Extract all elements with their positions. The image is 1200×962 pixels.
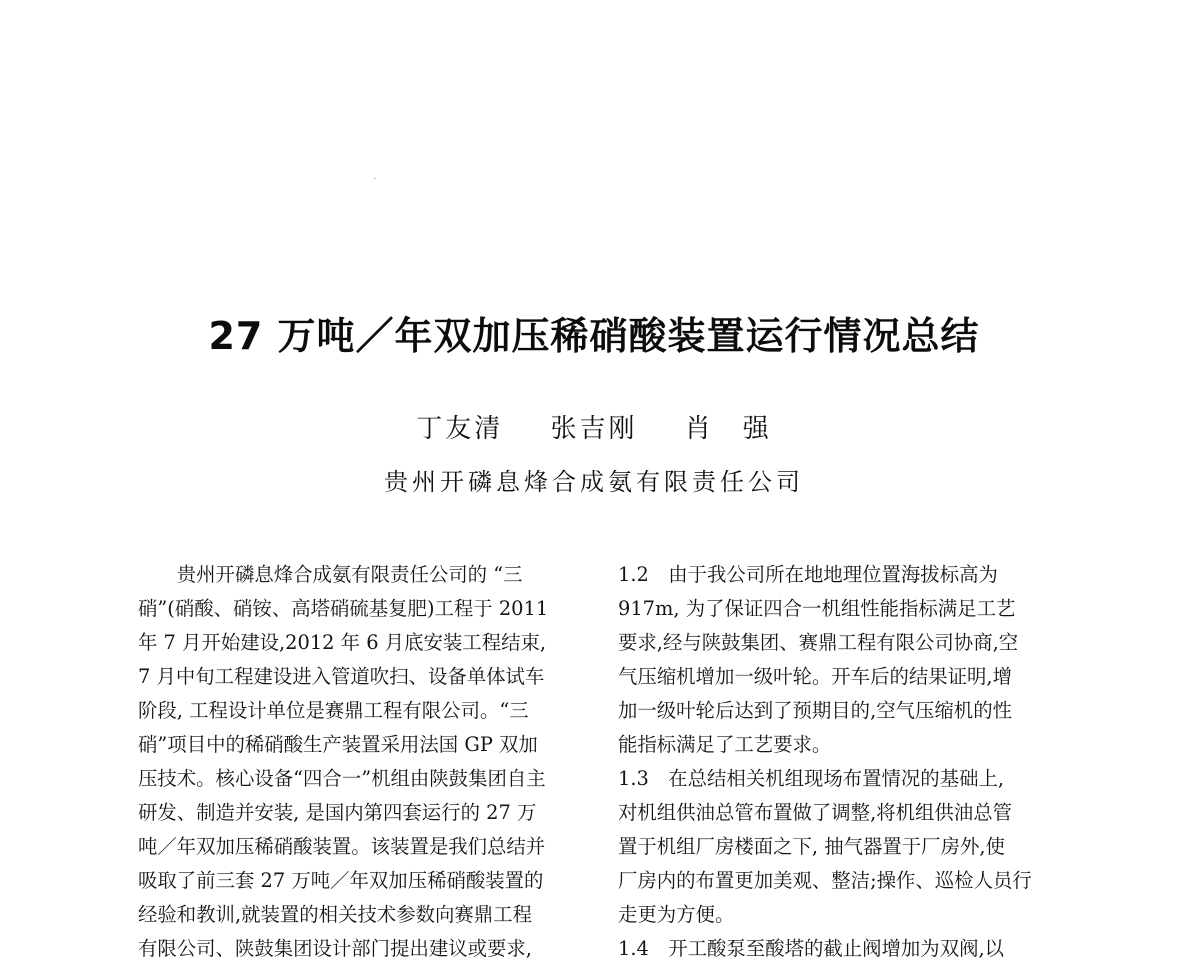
author-list	[0, 408, 1188, 445]
text-line: 对机组供油总管布置做了调整,将机组供油总管	[618, 801, 1012, 824]
author-affiliation: 贵州开磷息烽合成氨有限责任公司	[384, 468, 804, 496]
text-line: 研发、制造并安装, 是国内第四套运行的 27 万	[138, 801, 537, 824]
text-line: 阶段, 工程设计单位是赛鼎工程有限公司。“三	[138, 699, 529, 722]
text-line: 917m, 为了保证四合一机组性能指标满足工艺	[618, 597, 1016, 620]
scan-speck	[374, 178, 376, 179]
author-name: 张吉刚	[550, 414, 638, 444]
text-line: 压技术。核心设备“四合一”机组由陕鼓集团自主	[138, 767, 546, 790]
text-line: 走更为方便。	[618, 903, 735, 926]
text-line: 7 月中旬工程建设进入管道吹扫、设备单体试车	[138, 665, 545, 688]
paper-title: 27 万吨／年双加压稀硝酸装置运行情况总结	[208, 314, 980, 358]
text-line: 要求,经与陕鼓集团、赛鼎工程有限公司协商,空	[618, 631, 1019, 654]
author-name: 丁友清	[416, 414, 504, 444]
text-line: 贵州开磷息烽合成氨有限责任公司的 “三	[138, 563, 523, 586]
text-line: 1.3 在总结相关机组现场布置情况的基础上,	[618, 767, 1005, 790]
text-line: 厂房内的布置更加美观、整洁;操作、巡检人员行	[618, 869, 1032, 892]
text-line: 置于机组厂房楼面之下, 抽气器置于厂房外,使	[618, 835, 1005, 858]
right-column	[618, 558, 1058, 962]
text-line: 硝”(硝酸、硝铵、高塔硝硫基复肥)工程于 2011	[138, 597, 549, 620]
text-line: 年 7 月开始建设,2012 年 6 月底安装工程结束,	[138, 631, 547, 654]
text-line: 加一级叶轮后达到了预期目的,空气压缩机的性	[618, 699, 1012, 722]
text-line: 吸取了前三套 27 万吨／年双加压稀硝酸装置的	[138, 869, 544, 892]
text-line: 硝”项目中的稀硝酸生产装置采用法国 GP 双加	[138, 733, 538, 756]
text-line: 经验和教训,就装置的相关技术参数向赛鼎工程	[138, 903, 532, 926]
text-line: 能指标满足了工艺要求。	[618, 733, 832, 756]
text-line: 气压缩机增加一级叶轮。开车后的结果证明,增	[618, 665, 1012, 688]
left-column	[138, 558, 578, 962]
text-line: 有限公司、陕鼓集团设计部门提出建议或要求,	[138, 937, 532, 960]
text-line: 1.2 由于我公司所在地地理位置海拔标高为	[618, 563, 998, 586]
text-line: 吨／年双加压稀硝酸装置。该装置是我们总结并	[138, 835, 546, 858]
text-line: 1.4 开工酸泵至酸塔的截止阀增加为双阀,以	[618, 937, 1005, 960]
author-name: 肖 强	[684, 414, 772, 444]
